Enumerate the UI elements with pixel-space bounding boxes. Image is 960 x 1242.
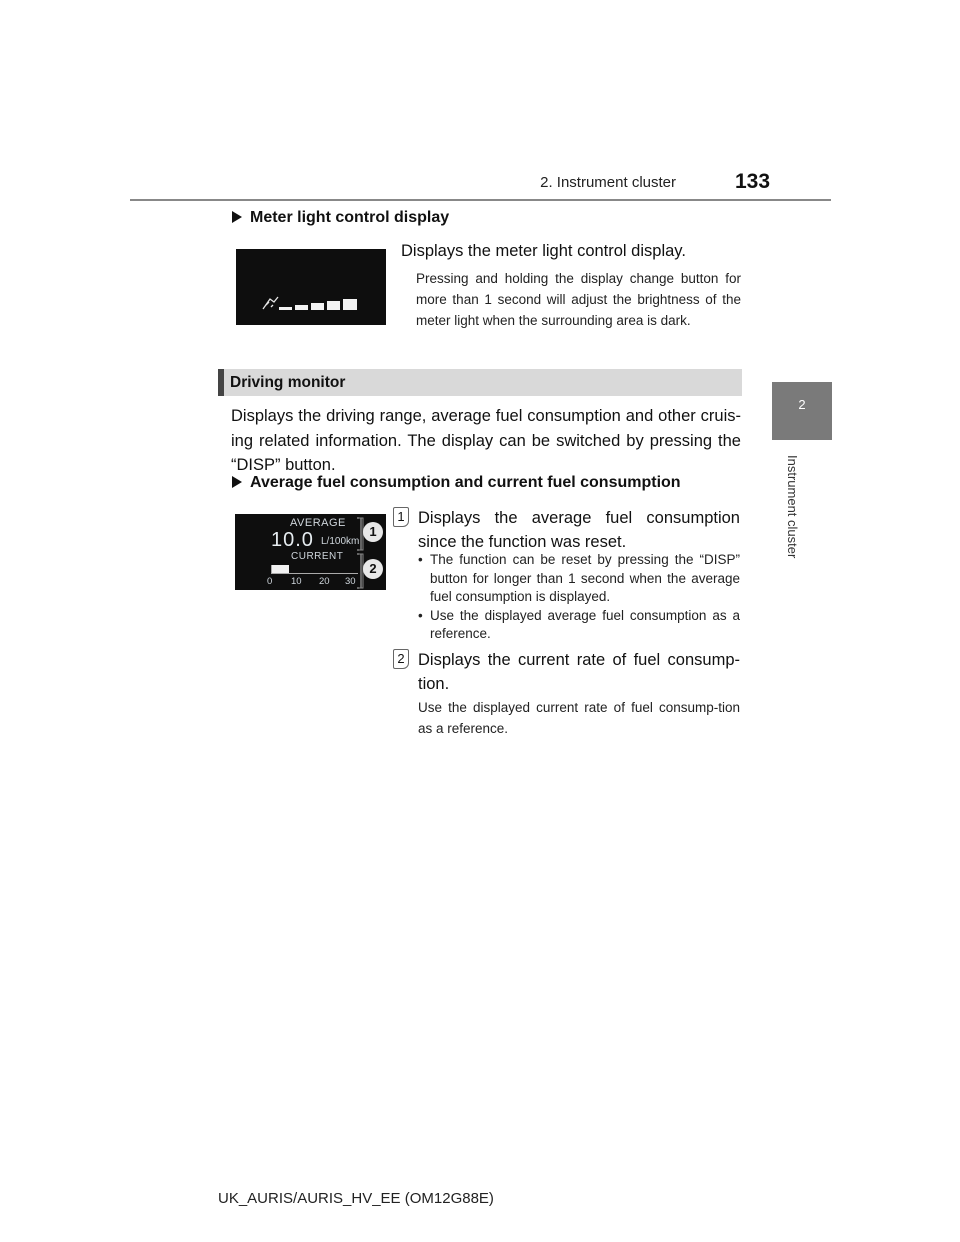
item-1-lead: Displays the average fuel consumption since the function was reset. [418,509,740,551]
item-2-lead: Displays the current rate of fuel consump-tion. [418,651,740,693]
item-2-note: Use the displayed current rate of fuel consump-tion as a reference. [418,700,740,736]
scale-tick: 30 [345,576,356,587]
running-header: 2. Instrument cluster [540,174,676,191]
chapter-tab-label: Instrument cluster [785,455,800,559]
current-bar-fill [272,565,289,573]
driving-monitor-intro: Displays the driving range, average fuel consumption and other cruis-ing related information. The display can be switched by pressing the “DISP” button. [231,407,741,474]
average-unit: L/100km [321,536,360,547]
fuel-heading [232,474,681,492]
item-number-badge: 1 [393,507,409,527]
section-bar-accent [218,369,224,396]
average-label: AVERAGE [290,517,346,529]
meter-light-display-illustration [236,249,386,325]
current-label: CURRENT [291,551,344,562]
fuel-heading-text: Average fuel consumption and current fuel consumption [250,474,681,491]
item-number-badge: 2 [393,649,409,669]
brightness-level-icon [236,249,386,325]
list-item: • The function can be reset by pressing the “DISP” button for longer than 1 second when the average fuel consumption is displayed. [416,551,740,607]
fuel-display-illustration [235,514,386,590]
scale-tick: 20 [319,576,330,587]
item-1-bullets [416,551,740,644]
chapter-number: 2 [798,397,806,412]
meter-light-heading [232,209,449,227]
callout-1: 1 [363,522,383,542]
scale-tick: 10 [291,576,302,587]
header-rule [130,199,831,201]
chapter-tab [772,382,832,440]
page-number: 133 [735,170,771,193]
triangle-bullet-icon [232,211,242,223]
list-item: • Use the displayed average fuel consumption as a reference. [416,607,740,644]
footer-code: UK_AURIS/AURIS_HV_EE (OM12G88E) [218,1190,494,1207]
triangle-bullet-icon [232,476,242,488]
scale-tick: 0 [267,576,273,587]
current-bar-track [271,565,358,574]
average-value: 10.0 [271,529,314,551]
section-title: Driving monitor [230,374,346,391]
callout-2: 2 [363,559,383,579]
meter-light-lead: Displays the meter light control display. [401,242,686,260]
meter-light-note: Pressing and holding the display change button for more than 1 second will adjust the brightness of the meter light when the surrounding area is dark. [416,271,741,328]
meter-light-heading-text: Meter light control display [250,209,450,226]
